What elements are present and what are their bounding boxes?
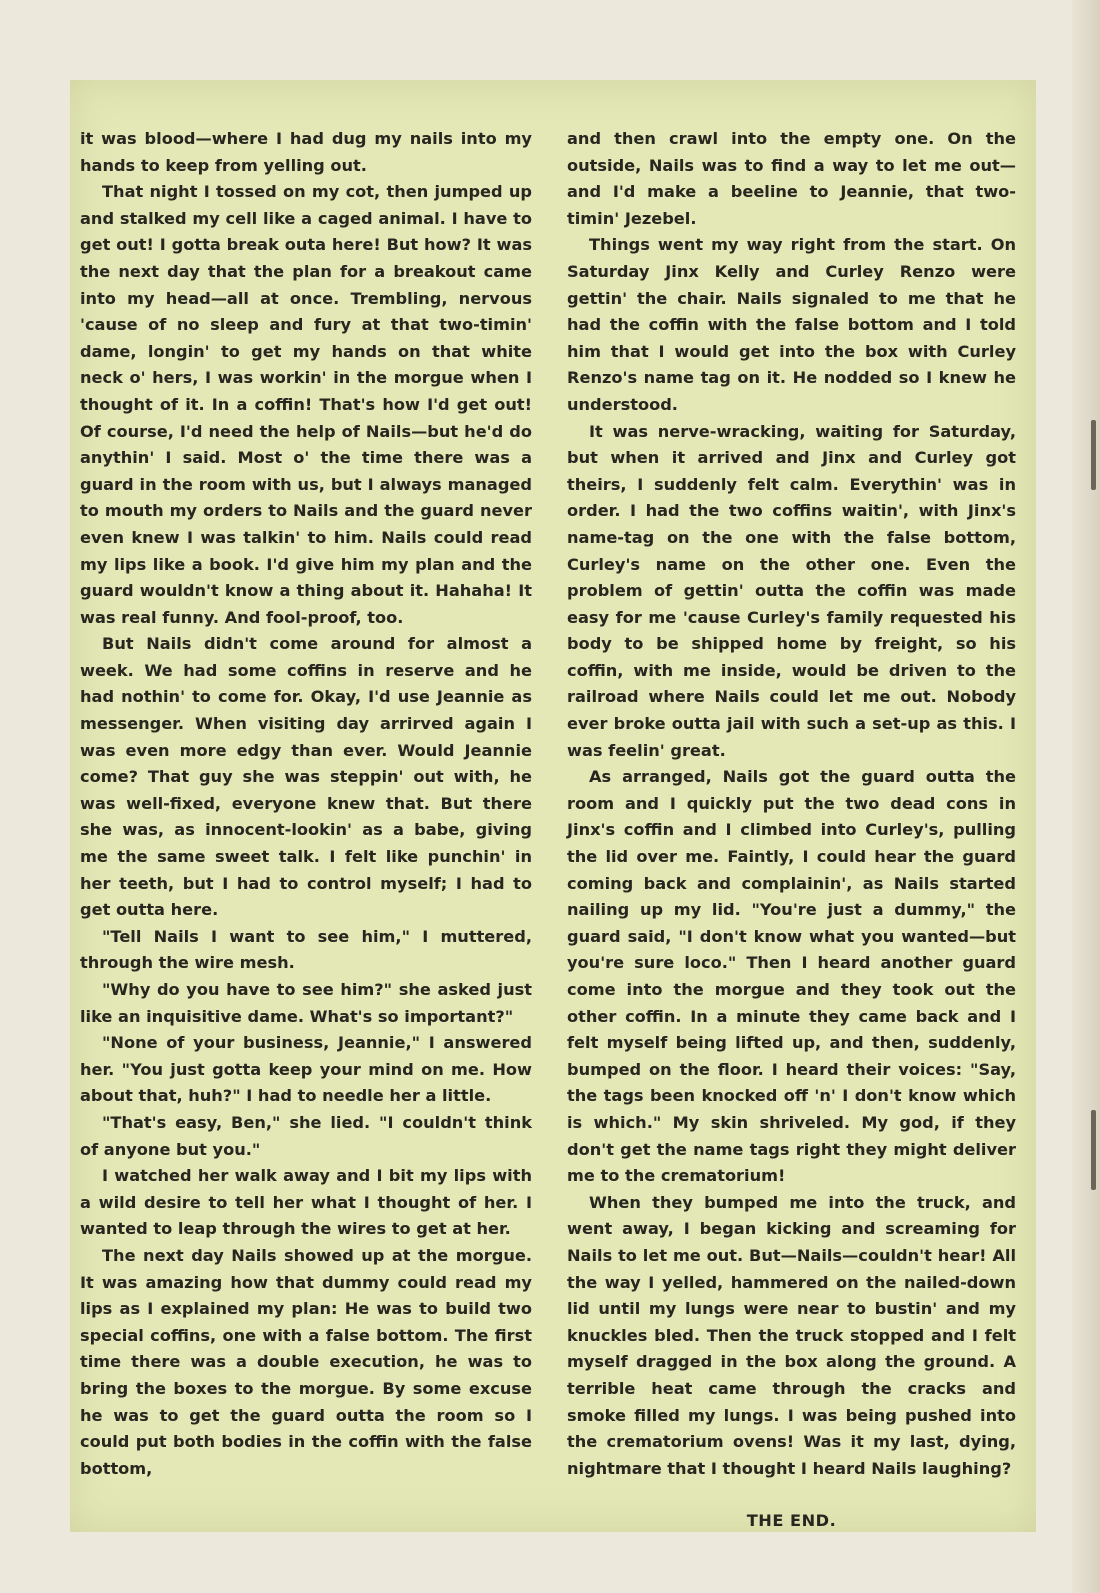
paragraph: "That's easy, Ben," she lied. "I couldn't think of anyone but you." — [80, 1112, 532, 1159]
right-column — [567, 126, 1016, 1535]
spine-mark-lower — [1091, 1110, 1096, 1190]
page-edge — [1072, 0, 1100, 1593]
spine-mark-upper — [1091, 420, 1096, 490]
paragraph: That night I tossed on my cot, then jumped up and stalked my cell like a caged animal. I have to get out! I gotta break outa here! But how? It was the next day that the plan for a breakout came into my head—all at once. Trembling, nervous 'cause of no sleep and fury at that two-timin' dame, longin' to get my hands on that white neck o' hers, I was workin' in the morgue when I thought of it. In a coffin! That's how I'd get out! Of course, I'd need the help of Nails—but he'd do anythin' I said. Most o' the time there was a guard in the room with us, but I always managed to mouth my orders to Nails and the guard never even knew I was talkin' to him. Nails could read my lips like a book. I'd give him my plan and the guard wouldn't know a thing about it. Hahaha! It was real funny. And fool-proof, too. — [80, 182, 532, 627]
paragraph: it was blood—where I had dug my nails into my hands to keep from yelling out. — [80, 129, 532, 175]
paragraph: When they bumped me into the truck, and went away, I began kicking and screaming for Nails to let me out. But—Nails—couldn't hear! All the way I yelled, hammered on the nailed-down lid until my lungs were near to bustin' and my knuckles bled. Then the truck stopped and I felt myself dragged in the box along the ground. A terrible heat came through the cracks and smoke filled my lungs. I was being pushed into the crematorium ovens! Was it my last, dying, nightmare that I thought I heard Nails laughing? — [567, 1192, 1016, 1478]
paragraph: The next day Nails showed up at the morgue. It was amazing how that dummy could read my lips as I explained my plan: He was to build two special coffins, one with a false bottom. The first time there was a double execution, he was to bring the boxes to the morgue. By some excuse he was to get the guard outta the room so I could put both bodies in the coffin with the false bottom, — [80, 1245, 532, 1478]
paragraph: Things went my way right from the start. On Saturday Jinx Kelly and Curley Renzo were gettin' the chair. Nails signaled to me that he had the coffin with the false bottom and I told him that I would get into the box with Curley Renzo's name tag on it. He nodded so I knew he understood. — [567, 235, 1016, 414]
left-column — [80, 126, 532, 1482]
paragraph: "None of your business, Jeannie," I answered her. "You just gotta keep your mind on me. How about that, huh?" I had to needle her a little. — [80, 1033, 532, 1106]
text-panel — [70, 80, 1036, 1532]
paragraph: As arranged, Nails got the guard outta the room and I quickly put the two dead cons in Jinx's coffin and I climbed into Curley's, pulling the lid over me. Faintly, I could hear the guard coming back and complainin', as Nails started nailing up my lid. "You're just a dummy," the guard said, "I don't know what you wanted—but you're sure loco." Then I heard another guard come into the morgue and they took out the other coffin. In a minute they came back and I felt myself being lifted up, and then, suddenly, bumped on the floor. I heard their voices: "Say, the tags been knocked off 'n' I don't know which is which." My skin shriveled. My god, if they don't get the name tags right they might deliver me to the crematorium! — [567, 767, 1016, 1186]
paragraph: and then crawl into the empty one. On the outside, Nails was to find a way to let me out—and I'd make a beeline to Jeannie, that two-timin' Jezebel. — [567, 129, 1016, 228]
paragraph: "Why do you have to see him?" she asked just like an inquisitive dame. What's so important?" — [80, 980, 532, 1026]
paragraph: But Nails didn't come around for almost a week. We had some coffins in reserve and he had nothin' to come for. Okay, I'd use Jeannie as messenger. When visiting day arrirved again I was even more edgy than ever. Would Jeannie come? That guy she was steppin' out with, he was well-fixed, everyone knew that. But there she was, as innocent-lookin' as a babe, giving me the same sweet talk. I felt like punchin' in her teeth, but I had to control myself; I had to get outta here. — [80, 634, 532, 920]
paragraph: I watched her walk away and I bit my lips with a wild desire to tell her what I thought of her. I wanted to leap through the wires to get at her. — [80, 1166, 532, 1239]
paragraph: "Tell Nails I want to see him," I muttered, through the wire mesh. — [80, 926, 532, 973]
paragraph: It was nerve-wracking, waiting for Saturday, but when it arrived and Jinx and Curley got theirs, I suddenly felt calm. Everythin' was in order. I had the two coffins waitin', with Jinx's name-tag on the one with the false bottom, Curley's name on the other one. Even the problem of gettin' outta the coffin was made easy for me 'cause Curley's family requested his body to be shipped home by freight, so his coffin, with me inside, would be driven to the railroad where Nails could let me out. Nobody ever broke outta jail with such a set-up as this. I was feelin' great. — [567, 421, 1016, 760]
the-end-label: THE END. — [746, 1511, 837, 1531]
